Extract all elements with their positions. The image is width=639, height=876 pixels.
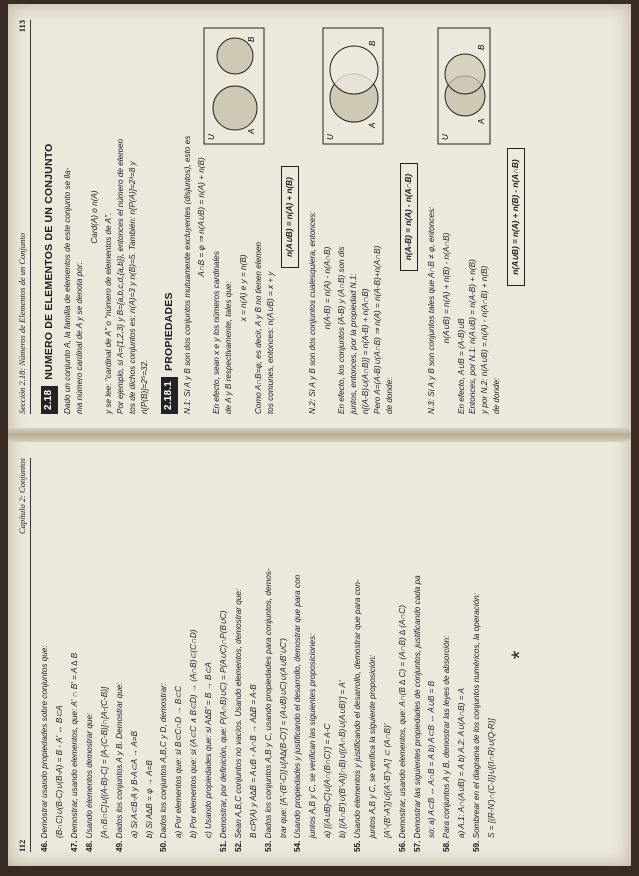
exercise-text: a) Si A⊂B-A y B-A⊂A → A=B (129, 731, 139, 838)
n3-formula: n(A∪B) = n(A) + n(B) - n(A∩B) (441, 232, 451, 344)
n1-result-box: n(A∪B) = n(A) + n(B) (281, 166, 299, 268)
exercise-line (84, 458, 96, 852)
exercise-line (54, 458, 66, 852)
n3-line: N.3: Si A y B son conjuntos tales que A∩B ≠ φ, entonces: (426, 206, 436, 414)
section-number: 2.18 (41, 386, 58, 414)
exercise-line (352, 458, 364, 852)
venn-disjoint-diagram (202, 26, 266, 146)
exercise-text: Demostrar, por definición, que: P(A∩B)∪C) = P(A∪C)∩P(B∪C) (219, 610, 228, 839)
page-112 (8, 448, 631, 866)
exercise-number: 57. (412, 840, 422, 852)
exercise-line (248, 458, 260, 852)
n3-line: de donde: (492, 377, 502, 414)
exercise-text: (B∩C)∪(B-C)∪(B-A) = B - A' ↔ B⊂A (55, 705, 65, 838)
property-n1 (182, 20, 303, 414)
exercise-text: Demostrar, usando elementos, que: A' ∩ B' = A ∆ B (70, 652, 80, 839)
n1-line: En efecto, sean x e y los números cardinales (212, 251, 222, 414)
exercise-text: Dados los conjuntos A y B. Demostrar que: (114, 682, 124, 839)
exercise-text: juntos A,B y C, se verifican las siguientes proposiciones: (308, 633, 318, 838)
intro-line-3: y se lee: "cardinal de A" o "número de elementos de A". (104, 212, 114, 414)
n1-line: Como A∩B=φ, es decir, A y B no tienen elemen (254, 241, 263, 414)
svg-text:B: B (476, 44, 486, 50)
exercise-text: B⊂P(A) y A∆B = A∪B - A∩B → A∆B = A-B (248, 684, 258, 838)
exercise-line (412, 458, 424, 852)
venn-difference-diagram (321, 26, 385, 146)
svg-text:A: A (367, 122, 377, 128)
exercise-line (144, 458, 156, 852)
n2-line: de donde: (385, 377, 395, 414)
exercise-text: b) [(A∩B')∪(B'-A)]∩B)∪[(A∩B)∪(A∪B)'] = A' (338, 680, 348, 838)
exercise-text: a) Por elementos que: si B⊂C∩D → B⊂C (174, 685, 184, 838)
exercise-list (39, 458, 498, 852)
svg-text:U: U (325, 134, 335, 140)
n3-line: En efecto, A∪B = (A-B)∪B (456, 318, 466, 414)
exercise-line (39, 458, 51, 852)
exercise-line (203, 458, 215, 852)
exercise-line (218, 458, 230, 852)
exercise-text: c) Usando propiedades que: si A∆B' = B → B⊂A (204, 662, 214, 838)
section-title: NUMERO DE ELEMENTOS DE UN CONJUNTO (42, 143, 55, 380)
exercise-text: b) Por elementos que: si (A⊂C ∧ B⊂D) → (A∩B)⊂(C∩D) (189, 629, 199, 838)
page-number: 113 (17, 20, 27, 33)
page-113 (8, 10, 631, 428)
exercise-line (263, 458, 275, 852)
exercise-number: 53. (263, 840, 273, 852)
exercise-line (322, 458, 334, 852)
n1-line: de A y B respectivamente, tales que: (224, 281, 234, 414)
svg-text:B: B (367, 40, 377, 46)
exercise-text: [A'-(B'-A')]∪[(A'-B')-A'] ⊂ (A∩B)' (382, 723, 392, 838)
exercise-text: Usando elementos demostrar que: (84, 712, 94, 839)
property-n3 (426, 20, 529, 414)
n2-line: juntos, entonces, por la propiedad N.1: (349, 273, 359, 414)
exercise-line (471, 458, 483, 852)
exercise-number: 49. (114, 840, 124, 852)
exercise-number: 52. (233, 840, 243, 852)
n3-line: Entonces, por N.1: n(A∪B) = n(A-B) + n(B) (468, 259, 478, 414)
exercise-text: Para conjuntos A y B, demostrar las leyes de absorción: (442, 635, 452, 839)
venn-label-a: A (246, 128, 256, 134)
exercise-line (367, 458, 379, 852)
venn-label-b: B (246, 36, 256, 42)
exercise-text: Usando propiedades y justificando el desarrollo, demostrar que para con (293, 574, 303, 839)
n1-line: N.1: Si A y B son dos conjuntos mutuamente excluyentes (disjuntos), esto es (182, 135, 192, 414)
venn-label-u: U (206, 134, 216, 140)
intro-line-6: n[P(B)]=2⁵=32. (140, 359, 150, 414)
header-title: Capítulo 2: Conjuntos (17, 458, 27, 535)
exercise-number: 55. (353, 840, 363, 852)
exercise-line (441, 458, 453, 852)
section-heading (41, 20, 58, 414)
exercise-text: a) A.1: A∩(A∪B) = A b) A.2: A∪(A∩B) = A (457, 688, 467, 838)
exercise-text: juntos A,B y C, se verifica la siguiente proposición: (367, 654, 377, 838)
exercise-number: 46. (40, 840, 50, 852)
end-mark: * (506, 650, 532, 660)
exercise-number: 58. (442, 840, 452, 852)
exercise-text: Demostrar las siguientes propiedades de conjuntos, justificando cada pa (412, 575, 422, 839)
exercise-line (158, 458, 170, 852)
exercise-text: a) [(A∪B)-C]∪[A∩(B∩C)'] = A-C (323, 723, 333, 838)
exercise-text: Usando elementos y justificando el desarrollo, demostrar que para con- (353, 579, 363, 839)
exercise-number: 50. (159, 840, 169, 852)
intro-line-1: Dado un conjunto A, la familia de elementos de este conjunto se lla- (62, 167, 72, 414)
intro-line-4: Por ejemplo, si A={1,2,3} y B={a,b,c,d,{a,b}}, entonces el número de elemen (116, 138, 126, 414)
n3-result-box: n(A∪B) = n(A) + n(B) - n(A∩B) (507, 148, 525, 285)
subsection-heading (161, 20, 178, 414)
exercise-line (337, 458, 349, 852)
exercise-line (292, 458, 304, 852)
exercise-text: trar que: [A'-(B'-C)]∪[A∆(B-C)'] = (A∪B)∪C)∪(A∪B'∪C') (278, 637, 288, 838)
intro-line-2: ma número cardinal de A y se denota por: (74, 262, 84, 414)
n1-formula: A∩B = φ ⇒ n(A∪B) = n(A) + n(B) (197, 157, 207, 277)
n2-line: N.2: Si A y B son dos conjuntos cualesquiera, entonces: (307, 211, 317, 414)
subsection-number: 2.18.1 (161, 377, 178, 414)
exercise-text: so: a) A⊂B ↔ A∩B = A b) A⊂B ↔ A∪B = B (427, 680, 437, 838)
exercise-number: 51. (219, 840, 228, 852)
n3-line: y por N.2: n(A∪B) = n(A) - n(A∩B) + n(B) (480, 265, 490, 414)
n2-line: Pero A=(A-B)∪(A∩B) ⇒ n(A) = n(A-B)+n(A∩B) (373, 245, 383, 414)
exercise-line (486, 458, 498, 852)
exercise-text: Dados los conjuntos A,B,C y D, demostrar: (159, 683, 169, 839)
exercise-text: Sean A,B,C conjuntos no vacíos. Usando elementos, demostrar que: (233, 588, 243, 839)
n1-line: tos comunes, entonces: n(A∪B) = x + y (265, 271, 275, 414)
exercise-text: Sombrear en el diagrama de los conjuntos numéricos, la operación: (472, 593, 482, 839)
subsection-title: PROPIEDADES (162, 292, 175, 371)
exercise-line (426, 458, 438, 852)
book-spread (8, 4, 631, 866)
intro-line-5: tos de dichos conjuntos es: n(A)=3 y n(B)=5. También: n[P(A)]=2³=8 y (128, 161, 138, 414)
exercise-line (173, 458, 185, 852)
exercise-number: 54. (293, 840, 303, 852)
exercise-text: S = [(R-N')∩(C-I)]∪[(I∩R)∪(Q-R)] (487, 718, 497, 838)
exercise-number: 47. (70, 840, 80, 852)
exercise-text: Demostrar, usando elementos, que: A∩(B ∆ C) = (A∩B) ∆ (A∩C) (397, 605, 407, 839)
n1-formula: x = n(A) e y = n(B) (239, 254, 249, 322)
exercise-number: 48. (84, 840, 94, 852)
exercise-line (188, 458, 200, 852)
exercise-line (69, 458, 81, 852)
exercise-line (99, 458, 111, 852)
venn-union-diagram (436, 26, 492, 146)
page-header (16, 458, 31, 852)
exercise-text: b) Si A∆B = φ → A=B (144, 760, 154, 838)
page-number: 112 (17, 839, 27, 852)
exercise-line (397, 458, 409, 852)
cardinal-formula: Card(A) o n(A) (89, 190, 99, 244)
exercise-line (382, 458, 394, 852)
svg-text:A: A (476, 118, 486, 124)
exercise-line (114, 458, 126, 852)
book-spine (8, 428, 631, 442)
exercise-text: Dados los conjuntos A,B y C, usando propiedades para conjuntos, demos- (263, 568, 273, 839)
page-header (16, 20, 31, 414)
property-n2 (307, 20, 422, 414)
exercise-text: [A∩B∩C]∪[(A-B)-C] = [A-(C-B)]∩[A-(C-B)] (99, 686, 109, 838)
exercise-number: 59. (472, 840, 482, 852)
exercise-text: Demostrar usando propiedades sobre conjuntos que: (40, 645, 50, 839)
exercise-line (233, 458, 245, 852)
n2-formula: n(A-B) = n(A) - n(A∩B) (322, 246, 332, 330)
n2-line: En efecto, los conjuntos (A-B) y (A∩B) son dis (337, 246, 347, 414)
exercise-line (307, 458, 319, 852)
exercise-line (456, 458, 468, 852)
n2-line: n[(A-B)∪(A∩B)] = n(A-B) + n(A∩B) (361, 288, 371, 414)
n2-result-box: n(A-B) = n(A) - n(A∩B) (400, 163, 418, 271)
exercise-line (278, 458, 290, 852)
exercise-line (129, 458, 141, 852)
exercise-number: 56. (397, 840, 407, 852)
header-title: Sección 2.18: Números de Elementos de un Conjunto (17, 233, 27, 414)
svg-text:U: U (440, 134, 450, 140)
